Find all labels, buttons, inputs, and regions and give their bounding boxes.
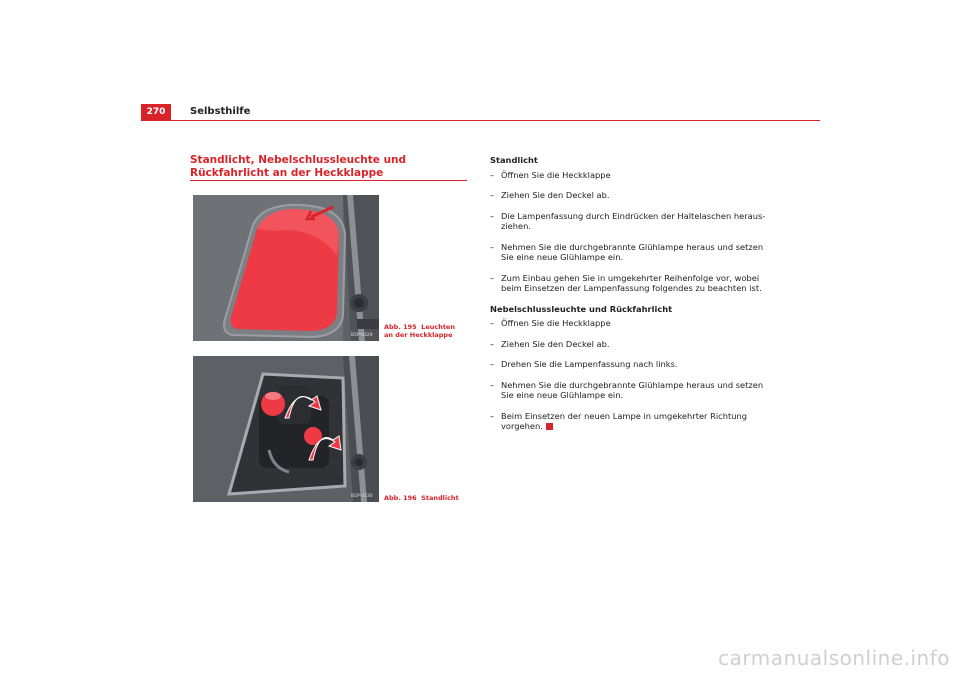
step-dash: – [490, 272, 495, 283]
step-dash: – [490, 318, 495, 328]
step-dash: – [490, 241, 495, 252]
nebel-title: Nebelschlussleuchte und Rückfahrlicht [490, 303, 673, 314]
figure-rear-lights [193, 195, 379, 341]
standlicht-step [490, 170, 770, 181]
step-dash: – [490, 359, 495, 369]
page-heading: Standlicht, Nebelschlussleuchte und Rückfahrlicht an der Heckklappe [190, 154, 407, 179]
nebel-step [490, 380, 770, 401]
step-dash: – [490, 410, 495, 421]
end-of-section-icon [546, 423, 553, 430]
nebel-step [490, 359, 770, 370]
standlicht-step [490, 190, 770, 201]
step-text: Beim Einsetzen der neuen Lampe in umgekehrter Richtung vorgehen. [501, 410, 748, 431]
figure-caption-2-text: Standlicht [421, 494, 459, 502]
nebel-step [490, 339, 770, 350]
step-text: Nehmen Sie die durchgebrannte Glühlampe heraus und setzen Sie eine neue Glühlampe ein. [501, 379, 764, 400]
instructions-column [490, 155, 770, 442]
figure-caption-1 [384, 323, 464, 339]
figure-caption-1-number: Abb. 195 [384, 323, 417, 331]
standlicht-step [490, 273, 770, 294]
figure-parking-light-illustration [193, 356, 379, 502]
figure-code-1: B5P-0329 [351, 333, 373, 338]
figure-parking-light [193, 356, 379, 502]
step-text: Ziehen Sie den Deckel ab. [501, 338, 610, 349]
step-text: Die Lampenfassung durch Eindrücken der Haltelaschen heraus-ziehen. [501, 210, 766, 231]
step-text: Nehmen Sie die durchgebrannte Glühlampe heraus und setzen Sie eine neue Glühlampe ein. [501, 241, 764, 262]
figure-rear-lights-illustration [193, 195, 379, 341]
standlicht-title: Standlicht [490, 155, 538, 165]
figure-code-2: B5P-0330 [351, 494, 373, 499]
heading-divider [190, 180, 467, 181]
nebel-step [490, 411, 770, 432]
step-text: Ziehen Sie den Deckel ab. [501, 190, 610, 200]
header-divider [141, 120, 820, 121]
figure-caption-2 [384, 494, 464, 502]
step-text: Öffnen Sie die Heckklappe [501, 169, 611, 180]
step-dash: – [490, 190, 495, 200]
standlicht-step [490, 242, 770, 263]
step-dash: – [490, 338, 495, 349]
standlicht-step [490, 211, 770, 232]
figure-caption-2-number: Abb. 196 [384, 494, 417, 502]
step-text: Zum Einbau gehen Sie in umgekehrter Reihenfolge vor, wobei beim Einsetzen der Lampenfassung folgendes zu beachten ist. [501, 272, 762, 293]
step-dash: – [490, 379, 495, 390]
figure-caption-1-text: Leuchten an der Heckklappe [384, 323, 455, 339]
nebel-step [490, 318, 770, 329]
watermark: carmanualsonline.info [718, 646, 950, 670]
step-dash: – [490, 169, 495, 180]
step-dash: – [490, 210, 495, 221]
section-title: Selbsthilfe [190, 106, 251, 117]
step-text: Drehen Sie die Lampenfassung nach links. [501, 359, 678, 369]
step-text: Öffnen Sie die Heckklappe [501, 318, 611, 328]
page-number: 270 [141, 104, 171, 120]
